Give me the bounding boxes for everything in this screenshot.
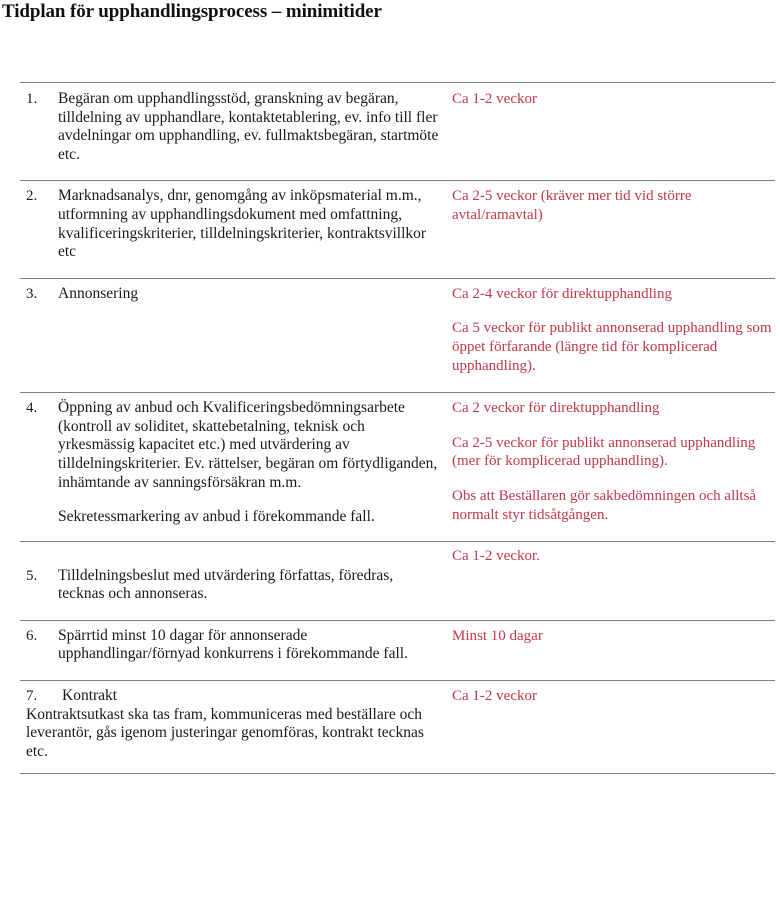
row-task-body: Kontraktsutkast ska tas fram, kommuniceras med beställare och leverantör, gås igenom justeringar genomföras, kontrakt tecknas etc. [26,705,424,760]
row-number: 5. [26,567,38,584]
row-time-paragraph: Ca 2-5 veckor för publikt annonserad upphandling (mer för komplicerad upphandling). [452,434,756,470]
row-task [58,399,448,527]
row-task [26,687,448,761]
row-task-paragraph: Sekretessmarkering av anbud i förekommande fall. [58,508,375,526]
table-row [20,542,775,620]
row-time-paragraph: Ca 2 veckor för direktupphandling [452,400,660,417]
row-time-paragraph: Ca 2-5 veckor (kräver mer tid vid större avtal/ramavtal) [452,188,692,223]
table-row [20,279,775,392]
row-time-paragraph: Minst 10 dagar [452,627,543,644]
row-time [448,547,775,566]
table-row [20,681,775,773]
row-number: 2. [26,188,38,205]
row-time [448,187,775,224]
row-time [448,90,775,109]
table-row [20,621,775,680]
row-time [448,285,775,375]
row-time [448,399,775,524]
row-task-heading: Kontrakt [62,687,118,705]
row-number: 7. [26,688,38,705]
row-task: Spärrtid minst 10 dagar för annonserade upphandlingar/förnyad konkurrens i förekommande fall. [58,626,408,663]
table-row [20,181,775,277]
row-time [448,687,775,706]
row-time-paragraph: Ca 1-2 veckor. [452,547,540,564]
row-time-paragraph: Ca 1-2 veckor [452,688,537,705]
table-rule-bottom [20,773,775,774]
row-task: Annonsering [58,284,139,302]
row-task: Tilldelningsbeslut med utvärdering författas, föredras, tecknas och annonseras. [58,566,394,603]
row-task-paragraph: Öppning av anbud och Kvalificeringsbedömningsarbete (kontroll av soliditet, skattebetalning, teknisk och yrkesmässig kapacitet etc.) med utvärdering av tilldelningskriterier. Ev. rättelser, begäran om förtydliganden, inhämtande av sanningsförsäkran m.m. [58,399,438,491]
row-number: 3. [26,285,38,302]
timeline-table [20,82,775,774]
row-time-paragraph: Obs att Beställaren gör sakbedömningen och alltså normalt styr tidsåtgången. [452,487,757,523]
row-time-paragraph: Ca 5 veckor för publikt annonserad upphandling som öppet förfarande (längre tid för komplicerad upphandling). [452,320,772,374]
table-row [20,393,775,541]
row-number: 6. [26,627,38,644]
row-time-paragraph: Ca 1-2 veckor [452,91,537,107]
table-row [20,83,775,180]
row-number: 4. [26,400,38,417]
row-task: Begäran om upphandlingsstöd, granskning av begäran, tilldelning av upphandlare, kontaktetablering, ev. info till fler avdelningar om upphandling, ev. fullmaktsbegäran, startmöte etc. [58,90,439,163]
row-number: 1. [26,91,38,107]
row-task: Marknadsanalys, dnr, genomgång av inköpsmaterial m.m., utformning av upphandlingsdokument med omfattning, kvalificeringskriterier, tilldelningskriterier, kontraktsvillkor etc [58,187,427,261]
page-title: Tidplan för upphandlingsprocess – minimitider [2,1,382,22]
row-time [448,627,775,646]
row-time-paragraph: Ca 2-4 veckor för direktupphandling [452,285,672,302]
